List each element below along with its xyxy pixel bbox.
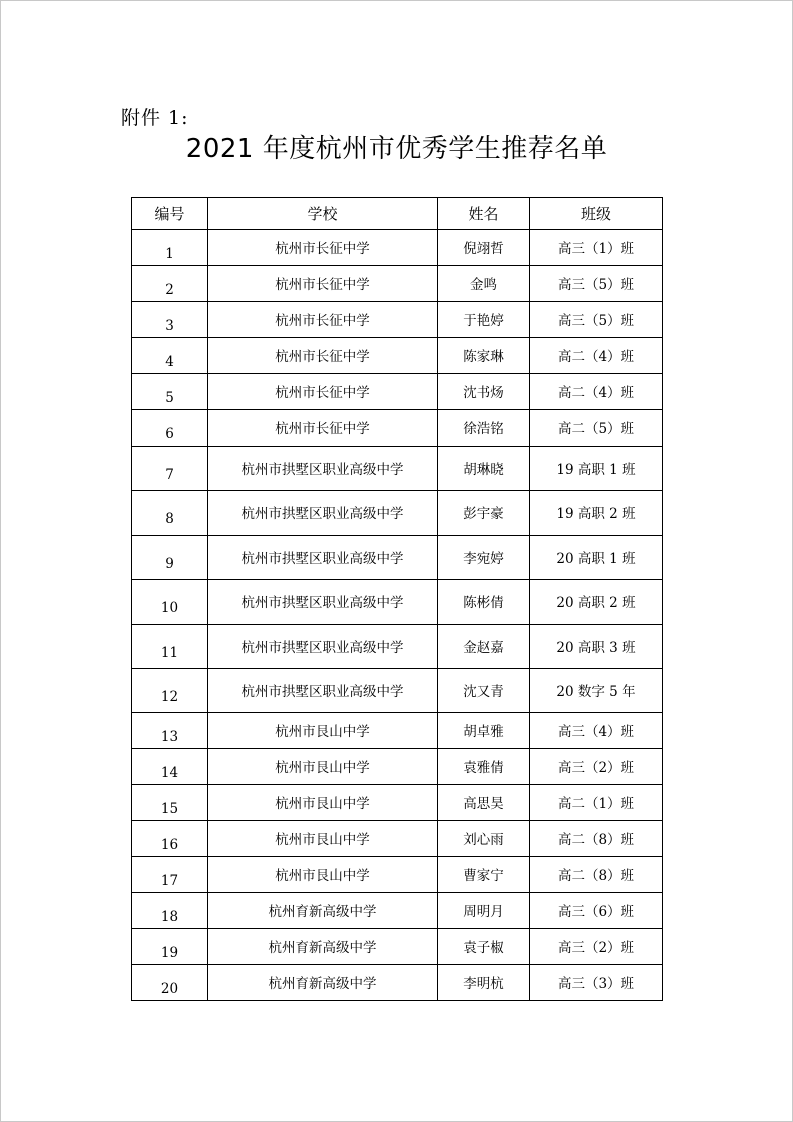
cell-name-text: 金赵嘉 — [463, 639, 504, 656]
cell-class — [530, 302, 663, 338]
cell-school-text: 杭州育新高级中学 — [268, 903, 377, 920]
table-row — [132, 491, 663, 536]
cell-class — [530, 410, 663, 447]
cell-name — [438, 447, 530, 491]
cell-class-text: 高三（5）班 — [557, 312, 635, 329]
cell-number — [132, 536, 208, 580]
cell-number — [132, 338, 208, 374]
cell-name-text: 高思昊 — [463, 795, 504, 812]
cell-class — [530, 536, 663, 580]
cell-school — [208, 536, 438, 580]
cell-school-text: 杭州育新高级中学 — [268, 939, 377, 956]
cell-number — [132, 929, 208, 965]
table-row — [132, 821, 663, 857]
cell-name-text: 李明杭 — [463, 975, 504, 992]
cell-name-text: 周明月 — [463, 903, 504, 920]
table-row — [132, 410, 663, 447]
cell-school — [208, 857, 438, 893]
cell-name-text: 李宛婷 — [463, 550, 504, 567]
header-class: 班级 — [530, 198, 663, 230]
cell-class-text: 20 高职 2 班 — [556, 595, 636, 611]
table-row — [132, 374, 663, 410]
cell-name-text: 徐浩铭 — [463, 421, 504, 437]
cell-number-text: 18 — [160, 908, 179, 925]
cell-school — [208, 625, 438, 669]
cell-class — [530, 893, 663, 929]
cell-class — [530, 713, 663, 749]
cell-number — [132, 893, 208, 929]
table-row — [132, 230, 663, 266]
cell-school-text: 杭州市长征中学 — [275, 276, 370, 293]
table-row — [132, 749, 663, 785]
cell-name — [438, 929, 530, 965]
cell-name — [438, 893, 530, 929]
cell-school — [208, 893, 438, 929]
cell-school — [208, 821, 438, 857]
table-row — [132, 625, 663, 669]
header-number: 编号 — [132, 198, 208, 230]
cell-class — [530, 580, 663, 625]
cell-name — [438, 749, 530, 785]
cell-class-text: 高三（2）班 — [557, 759, 635, 776]
cell-number — [132, 230, 208, 266]
cell-school — [208, 266, 438, 302]
cell-number-text: 3 — [165, 317, 174, 334]
cell-name — [438, 713, 530, 749]
cell-class-text: 20 高职 3 班 — [556, 639, 636, 656]
table-row — [132, 338, 663, 374]
cell-name-text: 金鸣 — [470, 276, 497, 293]
table-row — [132, 536, 663, 580]
cell-number-text: 17 — [160, 872, 179, 889]
cell-number-text: 11 — [160, 644, 179, 661]
cell-class-text: 高二（8）班 — [557, 867, 635, 884]
cell-class-text: 高二（8）班 — [557, 831, 635, 848]
cell-name-text: 陈家琳 — [463, 348, 504, 365]
table-row — [132, 893, 663, 929]
cell-name — [438, 785, 530, 821]
cell-name-text: 倪翊哲 — [463, 240, 504, 257]
cell-class — [530, 230, 663, 266]
cell-school — [208, 374, 438, 410]
cell-class — [530, 338, 663, 374]
cell-number — [132, 785, 208, 821]
cell-class-text: 高三（6）班 — [557, 903, 635, 920]
cell-name — [438, 857, 530, 893]
cell-school — [208, 230, 438, 266]
cell-school-text: 杭州育新高级中学 — [268, 975, 377, 992]
cell-number — [132, 447, 208, 491]
table-row — [132, 447, 663, 491]
cell-number — [132, 625, 208, 669]
cell-number — [132, 580, 208, 625]
cell-class-text: 高二（1）班 — [557, 795, 635, 812]
cell-class-text: 20 高职 1 班 — [556, 550, 636, 567]
cell-class — [530, 447, 663, 491]
cell-number — [132, 857, 208, 893]
cell-number-text: 7 — [165, 466, 174, 483]
cell-name — [438, 266, 530, 302]
cell-number-text: 16 — [160, 836, 179, 853]
cell-name — [438, 302, 530, 338]
cell-class-text: 高二（4）班 — [557, 384, 635, 401]
cell-school-text: 杭州市艮山中学 — [275, 759, 370, 776]
cell-school-text: 杭州市拱墅区职业高级中学 — [241, 506, 404, 522]
cell-school-text: 杭州市拱墅区职业高级中学 — [241, 595, 404, 611]
cell-school — [208, 713, 438, 749]
cell-class — [530, 491, 663, 536]
cell-number-text: 1 — [165, 245, 174, 262]
cell-name-text: 袁雅倩 — [463, 759, 504, 776]
cell-class-text: 20 数字 5 年 — [556, 683, 636, 700]
cell-number-text: 5 — [165, 389, 174, 406]
table-row — [132, 713, 663, 749]
cell-school-text: 杭州市艮山中学 — [275, 723, 370, 740]
cell-number — [132, 821, 208, 857]
table-row — [132, 785, 663, 821]
cell-number-text: 14 — [160, 764, 179, 781]
cell-school-text: 杭州市长征中学 — [275, 384, 370, 401]
cell-school — [208, 447, 438, 491]
cell-class-text: 高三（5）班 — [557, 276, 635, 293]
cell-name-text: 胡琳晓 — [463, 461, 504, 478]
cell-class — [530, 965, 663, 1001]
cell-class-text: 高三（4）班 — [557, 723, 635, 740]
cell-class-text: 高三（1）班 — [557, 240, 635, 257]
cell-school-text: 杭州市拱墅区职业高级中学 — [241, 639, 404, 656]
cell-name-text: 袁子椒 — [463, 939, 504, 956]
cell-class — [530, 857, 663, 893]
cell-number — [132, 302, 208, 338]
cell-number — [132, 965, 208, 1001]
cell-name — [438, 821, 530, 857]
cell-school — [208, 338, 438, 374]
cell-name — [438, 374, 530, 410]
cell-class-text: 19 高职 1 班 — [556, 461, 636, 478]
cell-class-text: 高三（3）班 — [557, 975, 635, 992]
table-row — [132, 266, 663, 302]
cell-school-text: 杭州市长征中学 — [275, 312, 370, 329]
cell-name-text: 于艳婷 — [463, 312, 504, 329]
cell-name — [438, 965, 530, 1001]
table-row — [132, 857, 663, 893]
cell-class — [530, 749, 663, 785]
cell-school — [208, 929, 438, 965]
header-name: 姓名 — [438, 198, 530, 230]
cell-number-text: 10 — [160, 600, 179, 616]
cell-number-text: 13 — [160, 728, 179, 745]
cell-number — [132, 374, 208, 410]
cell-name-text: 刘心雨 — [463, 831, 504, 848]
cell-name-text: 胡卓雅 — [463, 723, 504, 740]
cell-school-text: 杭州市长征中学 — [275, 421, 370, 437]
cell-number — [132, 266, 208, 302]
cell-school — [208, 491, 438, 536]
cell-name — [438, 230, 530, 266]
cell-number — [132, 491, 208, 536]
cell-number-text: 6 — [165, 426, 174, 442]
cell-number-text: 19 — [160, 944, 179, 961]
cell-number — [132, 410, 208, 447]
cell-class — [530, 669, 663, 713]
header-school: 学校 — [208, 198, 438, 230]
table-row — [132, 669, 663, 713]
cell-name-text: 沈书炀 — [463, 384, 504, 401]
cell-school-text: 杭州市长征中学 — [275, 348, 370, 365]
cell-class — [530, 266, 663, 302]
cell-number-text: 8 — [165, 511, 174, 527]
student-table — [131, 197, 663, 1001]
cell-class — [530, 929, 663, 965]
cell-school-text: 杭州市艮山中学 — [275, 795, 370, 812]
cell-name — [438, 536, 530, 580]
cell-school — [208, 302, 438, 338]
cell-school — [208, 410, 438, 447]
cell-school-text: 杭州市拱墅区职业高级中学 — [241, 683, 404, 700]
cell-school — [208, 580, 438, 625]
cell-school — [208, 749, 438, 785]
cell-school — [208, 669, 438, 713]
cell-school — [208, 785, 438, 821]
cell-school-text: 杭州市拱墅区职业高级中学 — [241, 461, 404, 478]
cell-class-text: 19 高职 2 班 — [556, 506, 636, 522]
cell-number-text: 20 — [160, 980, 179, 997]
cell-name — [438, 338, 530, 374]
cell-name-text: 陈彬倩 — [463, 595, 504, 611]
cell-name — [438, 669, 530, 713]
table-body — [132, 230, 663, 1001]
cell-school-text: 杭州市艮山中学 — [275, 867, 370, 884]
cell-class — [530, 625, 663, 669]
cell-number-text: 9 — [165, 555, 174, 572]
cell-name-text: 彭宇豪 — [463, 506, 504, 522]
table-row — [132, 302, 663, 338]
cell-class — [530, 821, 663, 857]
table-row — [132, 965, 663, 1001]
cell-school-text: 杭州市拱墅区职业高级中学 — [241, 550, 404, 567]
cell-school-text: 杭州市艮山中学 — [275, 831, 370, 848]
cell-number — [132, 749, 208, 785]
cell-class-text: 高三（2）班 — [557, 939, 635, 956]
cell-class — [530, 374, 663, 410]
cell-number — [132, 669, 208, 713]
cell-class — [530, 785, 663, 821]
cell-class-text: 高二（5）班 — [557, 421, 635, 437]
cell-class-text: 高二（4）班 — [557, 348, 635, 365]
cell-school — [208, 965, 438, 1001]
cell-name — [438, 491, 530, 536]
cell-number-text: 12 — [160, 688, 179, 705]
attachment-label: 附件 1: — [121, 107, 189, 129]
cell-name-text: 曹家宁 — [463, 867, 504, 884]
cell-number-text: 4 — [165, 353, 174, 370]
cell-school-text: 杭州市长征中学 — [275, 240, 370, 257]
cell-number-text: 15 — [160, 800, 179, 817]
cell-name — [438, 410, 530, 447]
cell-name — [438, 580, 530, 625]
cell-number — [132, 713, 208, 749]
cell-name-text: 沈又青 — [463, 683, 504, 700]
table-row — [132, 580, 663, 625]
table-header-row — [132, 198, 663, 230]
table-row — [132, 929, 663, 965]
cell-number-text: 2 — [165, 281, 174, 298]
cell-name — [438, 625, 530, 669]
document-title: 2021 年度杭州市优秀学生推荐名单 — [185, 134, 608, 164]
